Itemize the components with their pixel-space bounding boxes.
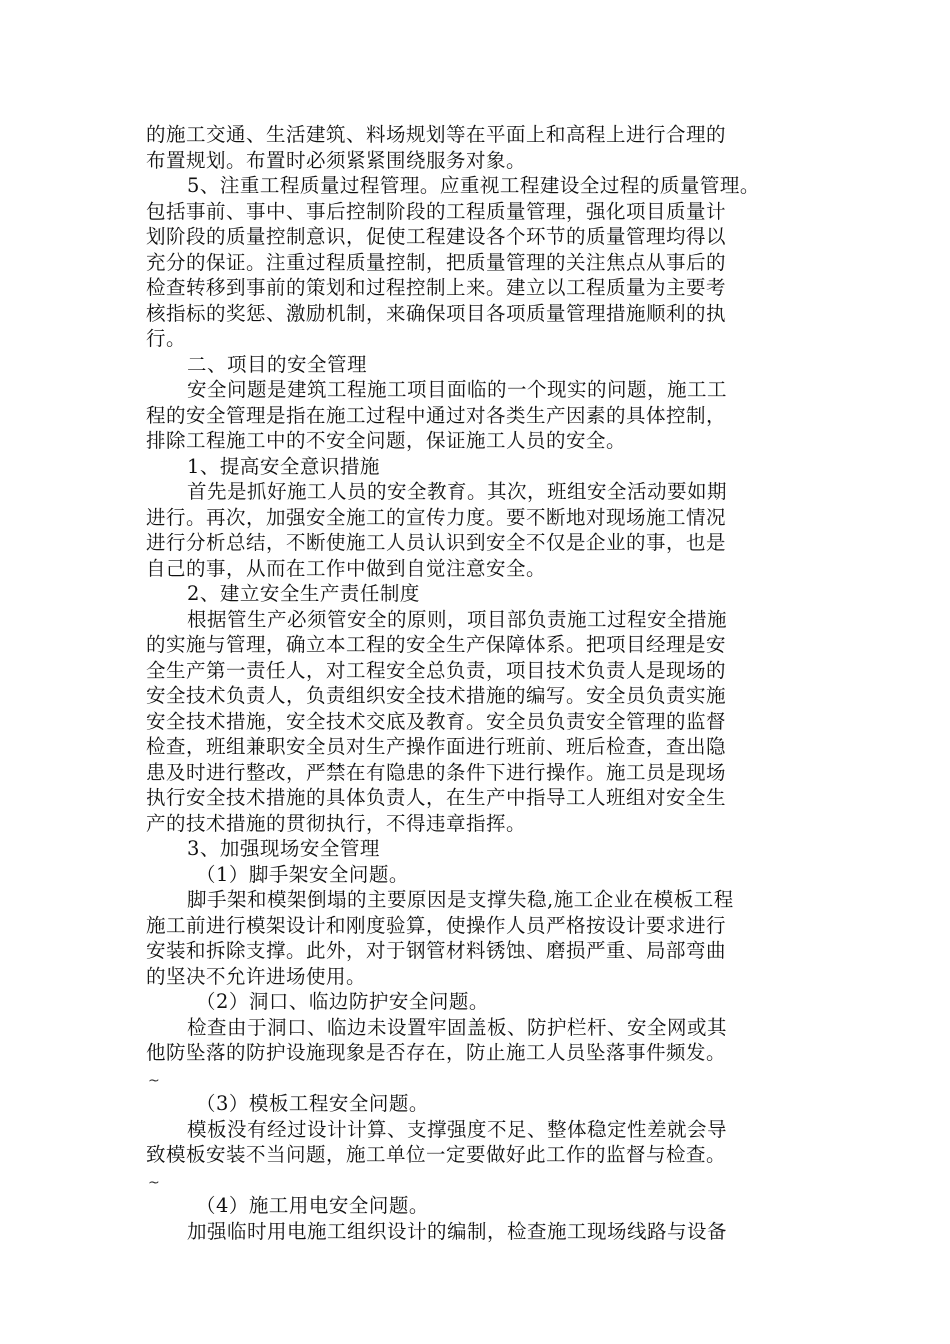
text-line: 排除工程施工中的不安全问题，保证施工人员的安全。 [146, 429, 627, 452]
subsection-heading: （1）脚手架安全问题。 [196, 862, 409, 886]
text-line: 的施工交通、生活建筑、料场规划等在平面上和高程上进行合理的 [146, 123, 727, 146]
text-line: 执行安全技术措施的具体负责人，在生产中指导工人班组对安全生 [146, 786, 727, 809]
text-line: 患及时进行整改，严禁在有隐患的条件下进行操作。施工员是现场 [146, 760, 727, 784]
text-line: 充分的保证。注重过程质量控制，把质量管理的关注焦点从事后的 [146, 250, 727, 274]
subsection-heading: （3）模板工程安全问题。 [196, 1092, 429, 1115]
text-line: 行。 [146, 327, 187, 350]
text-line: 划阶段的质量控制意识，促使工程建设各个环节的质量管理均得以 [146, 225, 727, 248]
text-line: 的坚决不允许进场使用。 [146, 964, 367, 988]
text-line: 全生产第一责任人，对工程安全总负责，项目技术负责人是现场的 [146, 658, 727, 682]
text-line: 进行。再次，加强安全施工的宣传力度。要不断地对现场施工情况 [146, 505, 727, 529]
text-line: 包括事前、事中、事后控制阶段的工程质量管理，强化项目质量计 [146, 199, 727, 223]
paragraph-mark [146, 1168, 814, 1194]
text-line: 安装和拆除支撑。此外，对于钢管材料锈蚀、磨损严重、局部弯曲 [146, 939, 727, 962]
chapter-heading: 二、项目的安全管理 [187, 352, 368, 376]
paragraph-start: 安全问题是建筑工程施工项目面临的一个现实的问题，施工工 [187, 378, 728, 401]
text-line: 程的安全管理是指在施工过程中通过对各类生产因素的具体控制， [146, 403, 727, 427]
text-line: 进行分析总结，不断使施工人员认识到安全不仅是企业的事，也是 [146, 531, 727, 554]
text-line: 布置规划。布置时必须紧紧围绕服务对象。 [146, 148, 527, 172]
text-line: 自己的事，从而在工作中做到自觉注意安全。 [146, 556, 547, 580]
section-heading: 3、加强现场安全管理 [187, 837, 380, 860]
paragraph-mark [146, 1066, 814, 1092]
text-line: 施工前进行模架设计和刚度验算，使操作人员严格按设计要求进行 [146, 913, 727, 937]
document-page [146, 122, 814, 1244]
text-line: 检查，班组兼职安全员对生产操作面进行班前、班后检查，查出隐 [146, 735, 727, 758]
text-line: 安全技术负责人，负责组织安全技术措施的编写。安全员负责实施 [146, 684, 727, 707]
paragraph-start: 根据管生产必须管安全的原则，项目部负责施工过程安全措施 [187, 607, 728, 631]
text-line: 安全技术措施，安全技术交底及教育。安全员负责安全管理的监督 [146, 709, 727, 733]
paragraph-mark-glyph: ~ [148, 1072, 161, 1089]
text-line: 核指标的奖惩、激励机制，来确保项目各项质量管理措施顺利的执 [146, 301, 727, 325]
section-heading: 1、提高安全意识措施 [187, 454, 380, 478]
paragraph-start: 脚手架和模架倒塌的主要原因是支撑失稳,施工企业在模板工程 [187, 888, 734, 911]
text-line: 他防坠落的防护设施现象是否存在，防止施工人员坠落事件频发。 [146, 1041, 727, 1064]
text-line: 致模板安装不当问题，施工单位一定要做好此工作的监督与检查。 [146, 1143, 727, 1166]
paragraph-start: 首先是抓好施工人员的安全教育。其次，班组安全活动要如期 [187, 480, 728, 503]
text-line: 的实施与管理，确立本工程的安全生产保障体系。把项目经理是安 [146, 633, 727, 656]
paragraph-mark-glyph: ~ [148, 1174, 161, 1191]
section-heading: 5、注重工程质量过程管理。应重视工程建设全过程的质量管理。 [187, 174, 760, 197]
subsection-heading: （2）洞口、临边防护安全问题。 [196, 990, 489, 1013]
text-line: 产的技术措施的贯彻执行，不得违章指挥。 [146, 811, 527, 835]
paragraph-start: 模板没有经过设计计算、支撑强度不足、整体稳定性差就会导 [187, 1117, 728, 1141]
text-line: 检查转移到事前的策划和过程控制上来。建立以工程质量为主要考 [146, 276, 727, 299]
section-heading: 2、建立安全生产责任制度 [187, 582, 420, 605]
subsection-heading: （4）施工用电安全问题。 [196, 1194, 429, 1217]
paragraph-start: 检查由于洞口、临边未设置牢固盖板、防护栏杆、安全网或其 [187, 1015, 728, 1039]
paragraph-start: 加强临时用电施工组织设计的编制，检查施工现场线路与设备 [187, 1219, 728, 1243]
